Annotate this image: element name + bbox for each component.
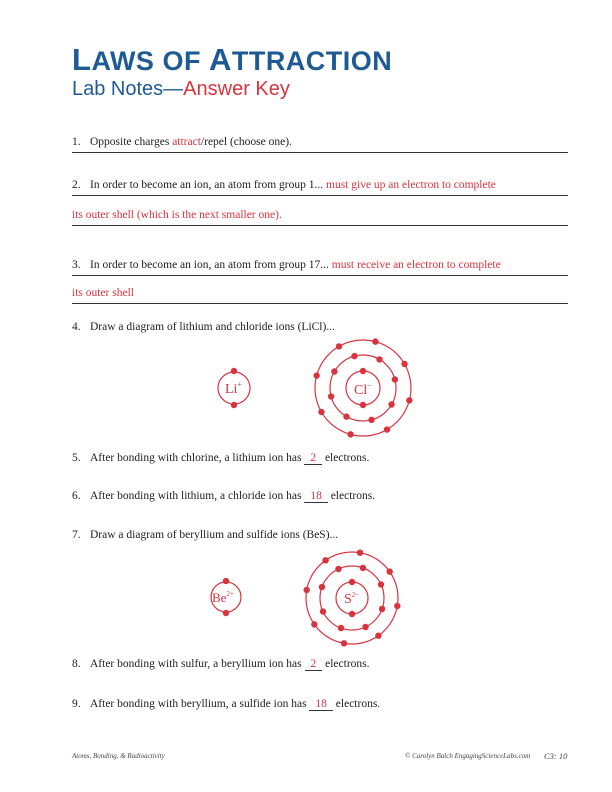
- question-9: 9. After bonding with beryllium, a sulfide ion has 18 electrons.: [72, 698, 381, 710]
- question-6: 6. After bonding with lithium, a chloride ion has 18 electrons.: [72, 490, 376, 502]
- chloride-symbol: Cl−: [354, 381, 372, 398]
- chloride-electron: [347, 431, 353, 437]
- question-1: 1. Opposite charges attract/repel (choose one).: [72, 136, 568, 153]
- sulfide-electron: [394, 603, 400, 609]
- question-3: 3. In order to become an ion, an atom from group 17... must receive an electron to complete: [72, 259, 568, 276]
- chloride-electron: [360, 402, 366, 408]
- sulfide-shell-3: [306, 552, 398, 644]
- sulfide-electron: [357, 549, 363, 555]
- question-5: 5. After bonding with chlorine, a lithium ion has 2 electrons.: [72, 452, 370, 464]
- chloride-electron: [376, 356, 382, 362]
- sulfide-electron: [320, 608, 326, 614]
- beryllium-ion: [211, 582, 241, 612]
- question-3-continued: its outer shell: [72, 287, 568, 304]
- sulfide-electron: [341, 640, 347, 646]
- chloride-electron: [328, 393, 334, 399]
- sulfide-shell-1: [336, 582, 368, 614]
- chloride-electron: [401, 361, 407, 367]
- sulfide-electron: [338, 625, 344, 631]
- sulfide-electron: [303, 587, 309, 593]
- sulfide-electron: [375, 632, 381, 638]
- sulfide-electron: [319, 584, 325, 590]
- worksheet-subtitle: Lab Notes—Answer Key: [72, 78, 290, 100]
- sulfide-shell-2: [320, 566, 384, 630]
- sulfide-electron: [349, 611, 355, 617]
- chloride-electron: [392, 376, 398, 382]
- question-7: 7. Draw a diagram of beryllium and sulfide ions (BeS)...: [72, 529, 339, 541]
- bes-diagram: [211, 549, 401, 646]
- question-2: 2. In order to become an ion, an atom from group 1... must give up an electron to complete: [72, 179, 568, 196]
- footer-page-number: C3: 10: [544, 751, 568, 761]
- chloride-electron: [372, 338, 378, 344]
- sulfide-symbol: $S^{2-}$: [344, 591, 360, 607]
- footer-copyright: © Carolyn Balch EngagingScienceLabs.com: [405, 752, 531, 760]
- beryllium-shell: [211, 582, 241, 612]
- lithium-electron: [231, 402, 237, 408]
- sulfide-electron: [362, 624, 368, 630]
- chloride-electron: [388, 401, 394, 407]
- lithium-symbol: Li+: [225, 380, 242, 397]
- lithium-nucleus-shell: [218, 372, 250, 404]
- sulfide-electron: [311, 621, 317, 627]
- sulfide-electron: [322, 557, 328, 563]
- beryllium-electron: [223, 578, 229, 584]
- footer-course: Atoms, Bonding, & Radioactivity: [72, 752, 165, 760]
- licl-diagram: [218, 338, 413, 437]
- chloride-electron: [360, 368, 366, 374]
- sulfide-electron: [349, 579, 355, 585]
- chloride-shell-3: [315, 340, 411, 436]
- chloride-electron: [318, 409, 324, 415]
- sulfide-ion: [344, 591, 359, 607]
- chloride-ion: [354, 381, 372, 398]
- chloride-shell-2: [330, 355, 396, 421]
- chloride-electron: [384, 426, 390, 432]
- sulfide-electron: [386, 568, 392, 574]
- sulfide-electron: [335, 566, 341, 572]
- chloride-electron: [406, 397, 412, 403]
- chloride-electron: [343, 413, 349, 419]
- question-2-continued: its outer shell (which is the next smaller one).: [72, 209, 568, 226]
- chloride-electron: [351, 353, 357, 359]
- question-8: 8. After bonding with sulfur, a beryllium ion has 2 electrons.: [72, 658, 370, 670]
- chloride-shell-1: [346, 371, 380, 405]
- sulfide-electron: [360, 565, 366, 571]
- beryllium-electron: [223, 610, 229, 616]
- chloride-electron: [313, 372, 319, 378]
- question-4: 4. Draw a diagram of lithium and chloride ions (LiCl)...: [72, 321, 335, 333]
- worksheet-title: LAWS OF ATTRACTION: [72, 42, 393, 77]
- chloride-electron: [336, 343, 342, 349]
- beryllium-symbol: $Be^{2+}$: [212, 590, 234, 605]
- lithium-electron: [231, 368, 237, 374]
- chloride-electron: [331, 368, 337, 374]
- chloride-electron: [368, 417, 374, 423]
- lithium-ion: [218, 372, 250, 404]
- sulfide-electron: [378, 581, 384, 587]
- sulfide-electron: [379, 606, 385, 612]
